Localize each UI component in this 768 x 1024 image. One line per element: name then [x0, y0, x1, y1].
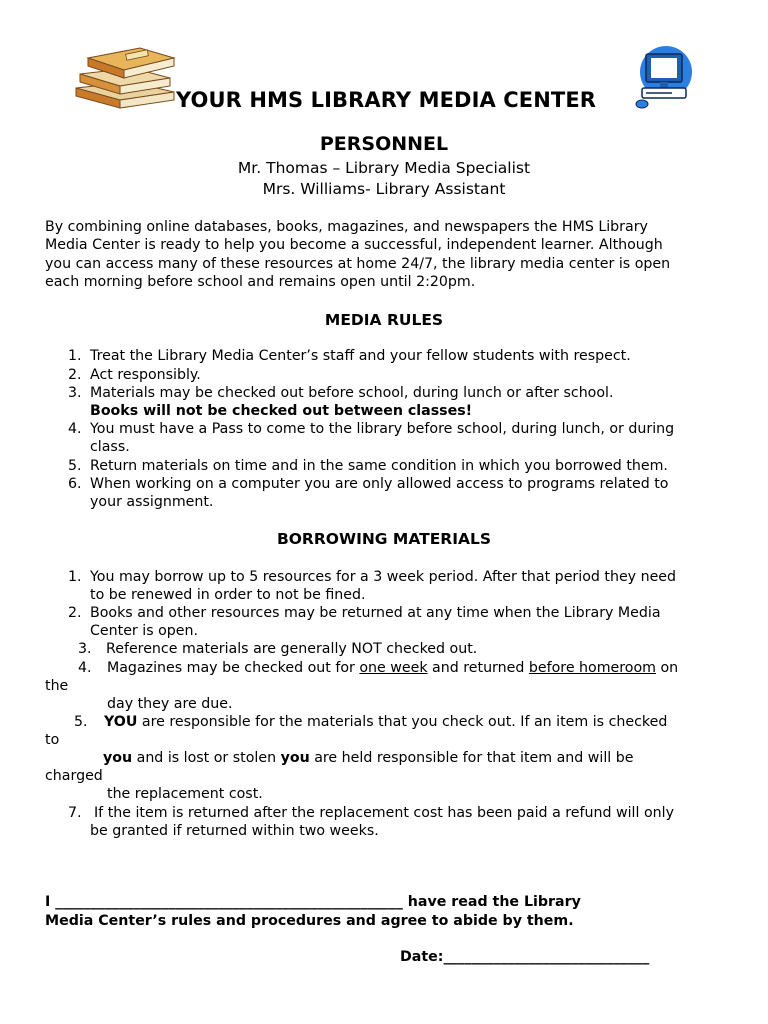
borrow-text: and is lost or stolen — [132, 750, 281, 766]
borrow-number: 3. — [78, 641, 92, 657]
rule-text: Act responsibly. — [90, 367, 201, 383]
rule-text: When working on a computer you are only allowed access to programs related to — [90, 476, 669, 492]
borrow-continuation: day they are due. — [107, 696, 233, 712]
rule-text: Materials may be checked out before school, during lunch or after school. — [90, 385, 614, 401]
borrow-text-responsibility — [104, 713, 667, 731]
rule-number: 5. — [68, 458, 82, 474]
signature-statement: Media Center’s rules and procedures and agree to abide by them. — [45, 913, 574, 929]
borrow-text: Magazines may be checked out for — [107, 660, 360, 676]
borrow-number: 1. — [68, 569, 82, 585]
date-label: Date: — [400, 949, 444, 965]
emphasis-you: YOU — [104, 714, 138, 730]
media-rules-heading: MEDIA RULES — [324, 311, 444, 329]
borrow-number: 5. — [74, 714, 88, 730]
borrow-number: 4. — [78, 660, 92, 676]
borrow-text: Books and other resources may be returned at any time when the Library Media — [90, 605, 661, 621]
borrow-number: 2. — [68, 605, 82, 621]
borrow-continuation: to be renewed in order to not be fined. — [90, 587, 366, 603]
staff-assistant: Mrs. Williams- Library Assistant — [262, 180, 506, 198]
borrow-wrap: the — [45, 678, 69, 694]
borrow-text-magazines — [107, 659, 678, 677]
page-title: YOUR HMS LIBRARY MEDIA CENTER — [176, 88, 597, 112]
borrow-continuation: Center is open. — [90, 623, 199, 639]
intro-line: Media Center is ready to help you become a successful, independent learner. Although — [45, 237, 663, 254]
rule-number: 1. — [68, 348, 82, 364]
intro-line: you can access many of these resources at home 24/7, the library media center is open — [45, 255, 671, 272]
borrow-text: and returned — [427, 660, 529, 676]
borrow-continuation: be granted if returned within two weeks. — [90, 823, 379, 839]
borrow-continuation: the replacement cost. — [107, 786, 263, 802]
intro-paragraph — [45, 218, 725, 292]
borrowing-heading: BORROWING MATERIALS — [276, 530, 492, 548]
borrow-text: Reference materials are generally NOT checked out. — [106, 641, 478, 657]
date-blank[interactable]: _____________________________ — [443, 949, 650, 965]
rule-text: Treat the Library Media Center’s staff and your fellow students with respect. — [90, 348, 631, 364]
date-line — [400, 949, 649, 965]
rule-bold-note: Books will not be checked out between classes! — [90, 403, 473, 419]
borrow-number: 7. — [68, 805, 82, 821]
rule-continuation: your assignment. — [90, 494, 214, 510]
signature-suffix: have read the Library — [407, 894, 581, 910]
borrow-wrap: charged — [45, 768, 103, 784]
underline-before-homeroom: before homeroom — [528, 660, 656, 676]
underline-one-week: one week — [359, 660, 428, 676]
borrow-text: If the item is returned after the replacement cost has been paid a refund will only — [94, 805, 674, 821]
rule-number: 2. — [68, 367, 82, 383]
rule-number: 4. — [68, 421, 82, 437]
rule-text: You must have a Pass to come to the library before school, during lunch, or during — [90, 421, 675, 437]
borrow-text: on — [655, 660, 679, 676]
rule-continuation: class. — [90, 439, 130, 455]
books-stack-icon — [70, 44, 178, 112]
intro-line: each morning before school and remains open until 2:20pm. — [45, 274, 476, 291]
rule-text: Return materials on time and in the same condition in which you borrowed them. — [90, 458, 668, 474]
signature-prefix: I — [45, 894, 51, 910]
emphasis-you: you — [103, 750, 133, 766]
borrow-wrap: to — [45, 732, 60, 748]
rule-number: 6. — [68, 476, 82, 492]
borrow-text: are held responsible for that item and will be — [309, 750, 634, 766]
borrow-text: You may borrow up to 5 resources for a 3 week period. After that period they need — [90, 569, 677, 585]
emphasis-you: you — [280, 750, 310, 766]
borrow-text-lost — [103, 749, 633, 767]
borrow-text: are responsible for the materials that you check out. If an item is checked — [137, 714, 668, 730]
rule-number: 3. — [68, 385, 82, 401]
computer-icon — [632, 44, 696, 114]
staff-specialist: Mr. Thomas – Library Media Specialist — [237, 159, 531, 177]
personnel-heading: PERSONNEL — [319, 133, 449, 155]
intro-line: By combining online databases, books, magazines, and newspapers the HMS Library — [45, 219, 648, 235]
signature-blank[interactable]: _________________________________________________ — [55, 894, 403, 910]
signature-line — [45, 894, 581, 910]
